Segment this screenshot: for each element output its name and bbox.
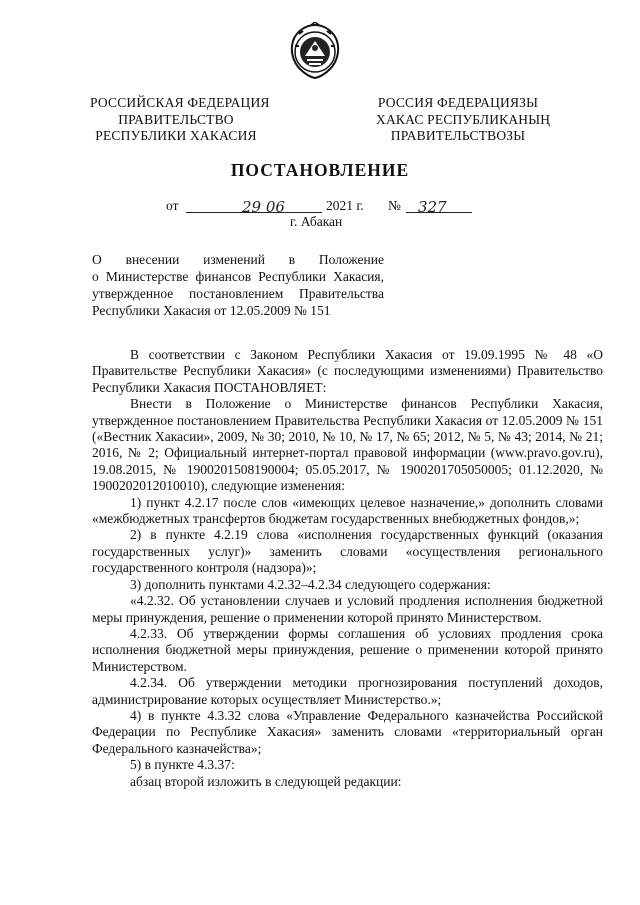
- document-year: 2021 г.: [326, 198, 364, 213]
- body-paragraph: 3) дополнить пунктами 4.2.32–4.2.34 следующего содержания:: [130, 576, 491, 592]
- header-right-line: РОССИЯ ФЕДЕРАЦИЯЗЫ: [377, 95, 539, 110]
- body-paragraph: В соответствии с Законом Республики Хакасия от 19.09.1995 № 48 «О Правительстве Республики Хакасия» (с последующими изменениями) Правительство Республики Хакасия ПОСТАНОВЛЯЕТ:: [92, 347, 603, 395]
- subject-line: утвержденное постановлением Правительства: [92, 286, 384, 301]
- body-paragraph: «4.2.32. Об установлении случаев и условий продления исполнения бюджетной меры принуждения, решение о применении которой принято Министерством.: [92, 593, 603, 625]
- date-underline: [186, 198, 322, 216]
- handwritten-date: 29 06: [242, 198, 285, 216]
- document-body: [92, 347, 603, 790]
- subject-line: Республики Хакасия от 12.05.2009 № 151: [92, 303, 331, 318]
- body-paragraph: 4.2.34. Об утверждении методики прогнозирования поступлений доходов, администрирование которых осуществляет Министерство.»;: [92, 675, 603, 707]
- header-left-line: ПРАВИТЕЛЬСТВО: [118, 111, 234, 127]
- header-right-line: ПРАВИТЕЛЬСТВОЗЫ: [390, 128, 526, 143]
- header-khakas: [376, 95, 551, 145]
- body-paragraph: 2) в пункте 4.2.19 слова «исполнения государственных функций (оказания государственных услуг)» заменить словами «осуществления регионального государственного контроля (надзора)»;: [92, 527, 603, 576]
- body-paragraph: 1) пункт 4.2.17 после слов «имеющих целевое назначение,» дополнить словами «межбюджетных трансфертов бюджетам государственных внебюджетных фондов,»;: [92, 494, 603, 527]
- document-title: ПОСТАНОВЛЕНИЕ: [230, 160, 410, 180]
- subject-line: о Министерстве финансов Республики Хакасия,: [92, 269, 384, 284]
- handwritten-number: 327: [418, 198, 447, 216]
- subject-line: О внесении изменений в Положение: [92, 252, 384, 267]
- header-left-line: РЕСПУБЛИКИ ХАКАСИЯ: [95, 128, 257, 143]
- body-paragraph: 4.2.33. Об утверждении формы соглашения об условиях продления срока исполнения бюджетной меры принуждения, решение о применении которой принято Министерством.: [92, 625, 603, 674]
- number-label: №: [388, 198, 401, 213]
- city: г. Абакан: [290, 214, 343, 229]
- body-paragraph: 5) в пункте 4.3.37:: [130, 757, 235, 773]
- body-paragraph: абзац второй изложить в следующей редакции:: [130, 773, 402, 789]
- body-paragraph: 4) в пункте 4.3.32 слова «Управление Федерального казначейства Российской Федерации по Республике Хакасия» заменить словами «территориальный орган Федерального казначейства»;: [92, 707, 603, 756]
- date-prefix: от: [166, 198, 179, 213]
- header-left-line: РОССИЙСКАЯ ФЕДЕРАЦИЯ: [90, 95, 270, 110]
- number-underline: [406, 198, 472, 216]
- header-russian: [90, 95, 270, 145]
- document-subject: [92, 251, 384, 319]
- coat-of-arms-icon: [287, 22, 343, 80]
- header-right-line: ХАКАС РЕСПУБЛИКАНЫҢ: [376, 111, 551, 127]
- body-paragraph: Внести в Положение о Министерстве финансов Республики Хакасия, утвержденное постановлением Правительства Республики Хакасия от 12.05.2009 № 151 («Вестник Хакасии», 2009, № 30; 2010, № 10, № 17, № 65; 2012, № 5, № 43; 2014, № 21; 2016, № 2; Официальный интернет-портал правовой информации (www.pravo.gov.ru), 19.08.2015, № 1900201508190004; 05.05.2017, № 1900201705050005; 01.12.2020, № 1900202012010010), следующие изменения:: [92, 396, 603, 494]
